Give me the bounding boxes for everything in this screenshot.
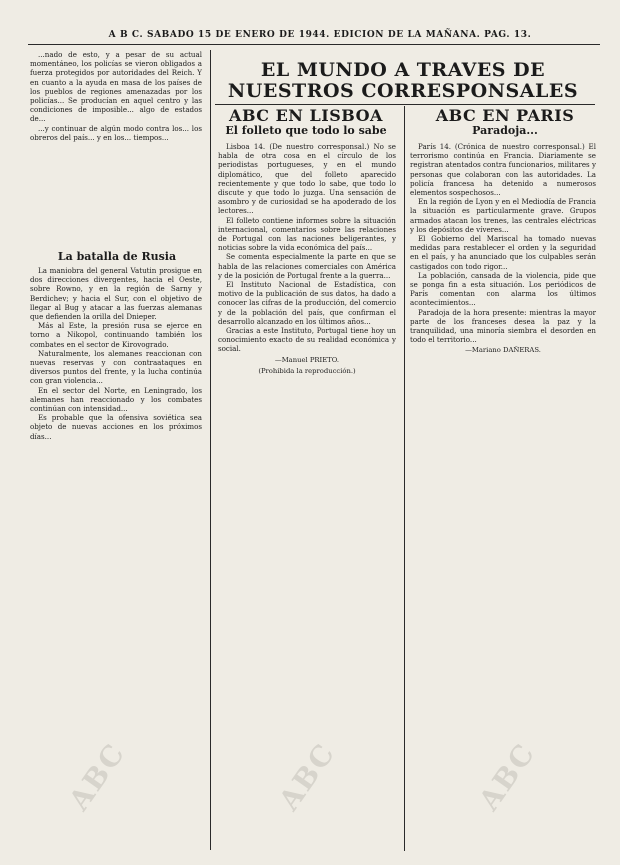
watermark: ABC	[272, 736, 342, 817]
paris-paragraph: París 14. (Crónica de nuestro corresponsal.) El terrorismo continúa en Francia. Diariamente se registran atentados contra funcionarios, militares y personas que colaboran con las autoridades. La policía francesa ha detenido a numerosos elementos sospechosos...	[410, 142, 596, 198]
lisboa-paragraph: El Instituto Nacional de Estadística, con motivo de la publicación de sus datos, ha dado a conocer las cifras de la producción, del comercio y de la población del país, que confirman el desarrollo alcanzado en los últimos años...	[218, 280, 396, 326]
left-paragraph: ...nado de esto, y a pesar de su actual momentáneo, los policías se vieron obligados a fuerza protegidos por autoridades del Reich. Y en cuanto a la ayuda en masa de los países de los pueblos de regiones amenazadas por los policías... Se producían en aquel centro y las condiciones de imposible... algo de estados de...	[30, 50, 202, 124]
page-title: EL MUNDO A TRAVES DE NUESTROS CORRESPONSALES	[227, 59, 579, 102]
paris-paragraph: Paradoja de la hora presente: mientras la mayor parte de los franceses desea la paz y la tranquilidad, una minoría siembra el desorden en todo el territorio...	[410, 307, 596, 345]
running-header: A B C. SABADO 15 DE ENERO DE 1944. EDICION DE LA MAÑANA. PAG. 13.	[108, 30, 532, 40]
battle-subhead: La batalla de Rusia	[57, 250, 177, 263]
header-rule	[28, 44, 600, 45]
lisboa-signature: —Manuel PRIETO.	[274, 355, 340, 364]
left-paragraph: ...y continuar de algún modo contra los... los obreros del país... y en los... tiempos...	[30, 123, 202, 142]
column-divider	[404, 106, 405, 851]
paris-paragraph: En la región de Lyon y en el Mediodía de Francia la situación es particularmente grave. Grupos armados atacan los trenes, las centrales eléctricas y los depósitos de víveres...	[410, 197, 596, 234]
paris-column	[410, 142, 596, 847]
column-divider	[210, 50, 211, 850]
left-paragraph: Es probable que la ofensiva soviética sea objeto de nuevas acciones en los próximos días...	[30, 413, 202, 441]
lisboa-paragraph: Se comenta especialmente la parte en que se habla de las relaciones comerciales con América y de la posición de Portugal frente a la guerra...	[218, 252, 396, 280]
left-paragraph: La maniobra del general Vatutin prosigue en dos direcciones divergentes, hacia el Oeste, sobre Rowno, y en la región de Sarny y Berdichev; y hacia el Sur, con el objetivo de llegar al Bug y atacar a las fuerzas alemanas que defienden la orilla del Dnieper.	[30, 266, 202, 322]
lisboa-subhead: El folleto que todo lo sabe	[225, 124, 387, 137]
paris-paragraph: La población, cansada de la violencia, pide que se ponga fin a esta situación. Los periódicos de París comentan con alarma los últimos acontecimientos...	[410, 270, 596, 308]
lisboa-heading: ABC EN LISBOA	[229, 106, 383, 125]
paris-subhead: Paradoja...	[472, 124, 538, 137]
left-paragraph: Más al Este, la presión rusa se ejerce en torno a Nikopol, continuando también los combates en el sector de Kirovogrado.	[30, 321, 202, 349]
title-rule	[215, 104, 595, 105]
paris-signature: —Mariano DAÑERAS.	[465, 346, 541, 355]
lisboa-paragraph: El folleto contiene informes sobre la situación internacional, comentarios sobre las relaciones de Portugal con las naciones beligerantes, y noticias sobre la vida económica del país...	[218, 215, 396, 253]
lisboa-column	[218, 142, 396, 847]
lisboa-paragraph: Lisboa 14. (De nuestro corresponsal.) No se habla de otra cosa en el círculo de los periodistas portugueses, y en el mundo diplomático, que del folleto aparecido recientemente y que todo lo sabe, que todo lo discute y que todo lo juzga. Una sensación de asombro y de curiosidad se ha apoderado de los lectores...	[218, 142, 396, 216]
watermark: ABC	[62, 736, 132, 817]
left-paragraph: En el sector del Norte, en Leningrado, los alemanes han reaccionado y los combates continúan con intensidad...	[30, 385, 202, 414]
paris-heading: ABC EN PARIS	[435, 106, 575, 125]
left-paragraph: Naturalmente, los alemanes reaccionan con nuevas reservas y con contraataques en diversos puntos del frente, y la lucha continúa con gran violencia...	[30, 348, 202, 386]
watermark: ABC	[472, 736, 542, 817]
lisboa-footer: (Prohibida la reproducción.)	[258, 366, 356, 375]
paris-paragraph: El Gobierno del Mariscal ha tomado nuevas medidas para restablecer el orden y la seguridad en el país, y ha anunciado que los culpables serán castigados con todo rigor...	[410, 234, 596, 271]
lisboa-paragraph: Gracias a este Instituto, Portugal tiene hoy un conocimiento exacto de su realidad económica y social.	[218, 326, 396, 354]
